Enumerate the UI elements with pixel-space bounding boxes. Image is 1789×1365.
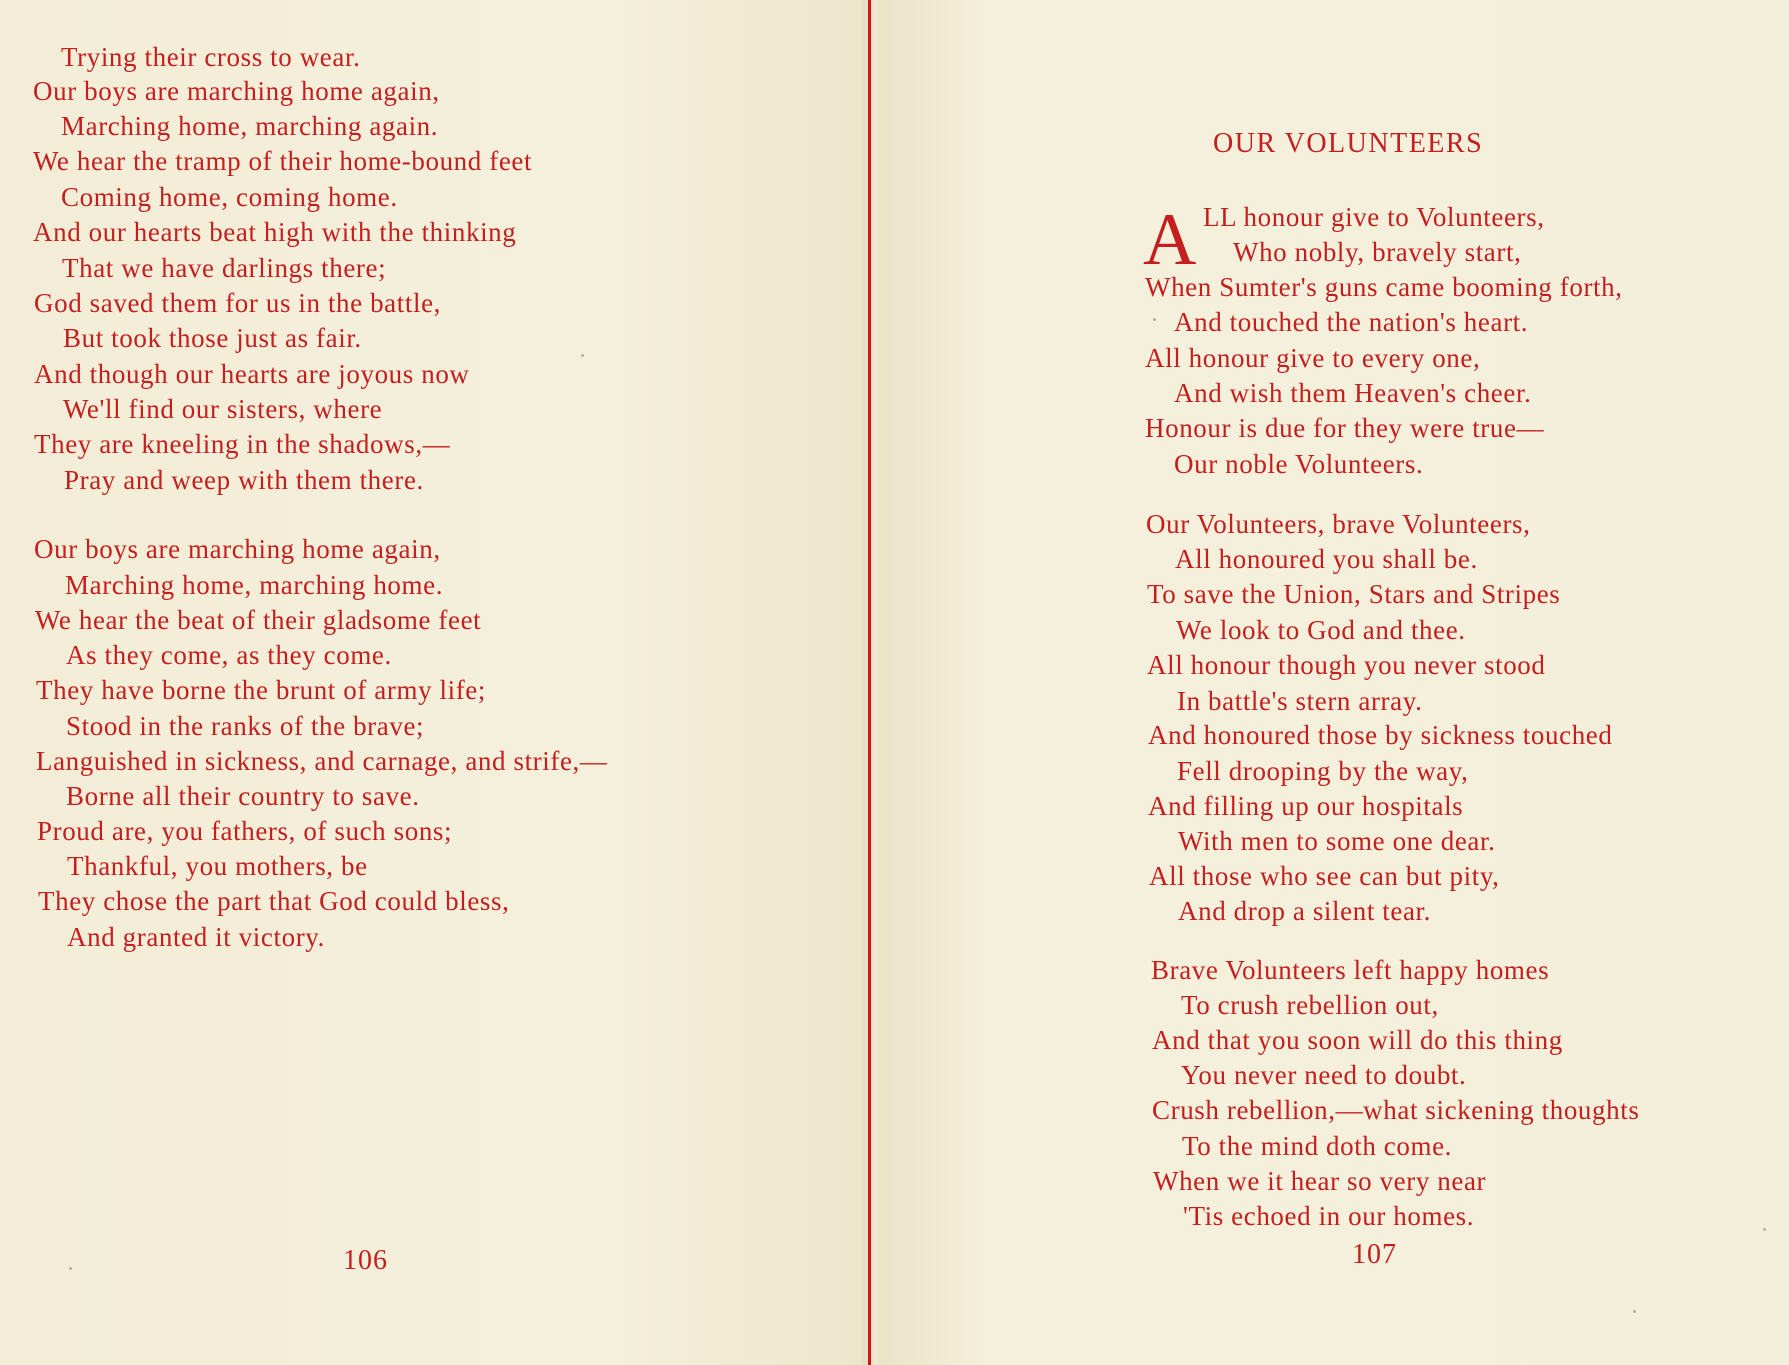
verse-line: We'll find our sisters, where	[63, 394, 383, 424]
verse-line: Pray and weep with them there.	[64, 465, 424, 495]
verse-line: Borne all their country to save.	[66, 781, 420, 811]
verse-line: To the mind doth come.	[1182, 1131, 1453, 1161]
verse-line: 'Tis echoed in our homes.	[1183, 1201, 1475, 1231]
page-number-right: 107	[1352, 1239, 1397, 1270]
verse-line: And honoured those by sickness touched	[1148, 720, 1613, 750]
verse-line: Brave Volunteers left happy homes	[1151, 955, 1550, 985]
verse-line: But took those just as fair.	[63, 323, 362, 353]
verse-line: You never need to doubt.	[1181, 1060, 1467, 1090]
verse-line: Our noble Volunteers.	[1174, 449, 1424, 479]
verse-line: As they come, as they come.	[66, 640, 392, 670]
verse-line: Languished in sickness, and carnage, and strife,—	[36, 746, 608, 776]
verse-line: Coming home, coming home.	[61, 182, 398, 212]
verse-line: And though our hearts are joyous now	[34, 359, 470, 389]
verse-line: And touched the nation's heart.	[1174, 307, 1529, 337]
verse-line: LL honour give to Volunteers,	[1203, 202, 1545, 232]
verse-line: Stood in the ranks of the brave;	[66, 711, 425, 741]
verse-line: Crush rebellion,—what sickening thoughts	[1152, 1095, 1640, 1125]
verse-line: Trying their cross to wear.	[61, 42, 361, 72]
verse-line: All honour though you never stood	[1147, 650, 1546, 680]
verse-line: When we it hear so very near	[1153, 1166, 1487, 1196]
verse-line: We hear the beat of their gladsome feet	[35, 605, 482, 635]
page-number-left: 106	[343, 1245, 388, 1276]
paper-speck	[1633, 1310, 1636, 1313]
gutter-rule	[868, 0, 871, 1365]
verse-line: Marching home, marching home.	[65, 570, 444, 600]
verse-line: That we have darlings there;	[62, 253, 387, 283]
verse-line: Who nobly, bravely start,	[1233, 237, 1522, 267]
verse-line: Fell drooping by the way,	[1177, 756, 1469, 786]
verse-line: With men to some one dear.	[1178, 826, 1496, 856]
verse-line: They have borne the brunt of army life;	[36, 675, 486, 705]
verse-line: And drop a silent tear.	[1178, 896, 1431, 926]
verse-line: They are kneeling in the shadows,—	[34, 429, 451, 459]
verse-line: Thankful, you mothers, be	[67, 851, 368, 881]
paper-speck	[69, 1267, 72, 1270]
verse-line: All honoured you shall be.	[1175, 544, 1478, 574]
verse-line: We look to God and thee.	[1176, 615, 1466, 645]
verse-line: Proud are, you fathers, of such sons;	[37, 816, 453, 846]
verse-line: We hear the tramp of their home-bound feet	[33, 146, 533, 176]
verse-line: And that you soon will do this thing	[1152, 1025, 1563, 1055]
verse-line: In battle's stern array.	[1177, 686, 1423, 716]
drop-cap: A	[1143, 199, 1197, 281]
verse-line: When Sumter's guns came booming forth,	[1145, 272, 1623, 302]
paper-speck	[1763, 1228, 1766, 1231]
verse-line: Honour is due for they were true—	[1145, 413, 1545, 443]
verse-line: And wish them Heaven's cheer.	[1174, 378, 1532, 408]
verse-line: And our hearts beat high with the thinking	[33, 217, 517, 247]
paper-speck	[1153, 318, 1156, 321]
verse-line: Marching home, marching again.	[61, 111, 439, 141]
verse-line: Our boys are marching home again,	[34, 534, 441, 564]
poem-title: OUR VOLUNTEERS	[1213, 128, 1484, 159]
verse-line: To save the Union, Stars and Stripes	[1147, 579, 1561, 609]
verse-line: And filling up our hospitals	[1148, 791, 1464, 821]
verse-line: They chose the part that God could bless,	[38, 886, 510, 916]
verse-line: Our Volunteers, brave Volunteers,	[1146, 509, 1531, 539]
verse-line: All those who see can but pity,	[1149, 861, 1500, 891]
verse-line: To crush rebellion out,	[1181, 990, 1439, 1020]
verse-line: Our boys are marching home again,	[33, 76, 440, 106]
paper-speck	[581, 354, 584, 357]
verse-line: And granted it victory.	[67, 922, 325, 952]
verse-line: God saved them for us in the battle,	[34, 288, 442, 318]
verse-line: All honour give to every one,	[1145, 343, 1481, 373]
